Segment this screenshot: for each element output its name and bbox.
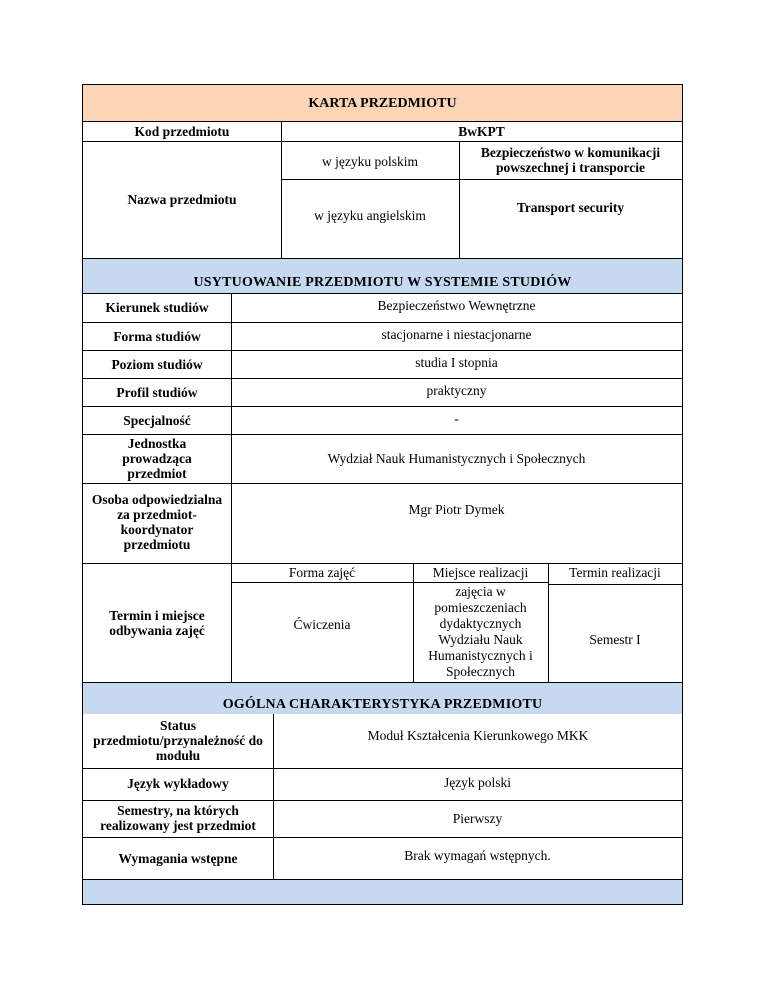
schedule-col-form: Forma zajęć [288, 565, 356, 580]
placement-title: USYTUOWANIE PRZEDMIOTU W SYSTEMIE STUDIÓW [193, 274, 572, 290]
placement-label-coordinator: Osoba odpowiedzialna za przedmiot- koordynator przedmiotu [91, 492, 223, 552]
placement-value-unit: Wydział Nauk Humanistycznych i Społecznych [327, 451, 586, 466]
schedule-form-value: Ćwiczenia [293, 617, 351, 632]
placement-label-unit: Jednostka prowadząca przedmiot [122, 436, 192, 481]
placement-label-level: Poziom studiów [111, 356, 203, 372]
placement-value-form: stacjonarne i niestacjonarne [381, 326, 532, 342]
placement-value-level: studia I stopnia [415, 354, 498, 370]
card-title: KARTA PRZEDMIOTU [308, 95, 457, 111]
placement-value-field: Bezpieczeństwo Wewnętrzne [377, 298, 536, 313]
general-value-status: Moduł Kształcenia Kierunkowego MKK [367, 727, 589, 743]
schedule-col-term: Termin realizacji [569, 565, 661, 580]
schedule-term-value: Semestr I [589, 631, 641, 647]
placement-value-coordinator: Mgr Piotr Dymek [408, 501, 505, 517]
name-label: Nazwa przedmiotu [127, 192, 237, 207]
general-value-semesters: Pierwszy [452, 810, 503, 826]
placement-label-profile: Profil studiów [116, 384, 198, 400]
general-title: OGÓLNA CHARAKTERYSTYKA PRZEDMIOTU [222, 696, 543, 712]
name-pl-value: Bezpieczeństwo w komunikacji powszechnej i transporcie [480, 145, 661, 175]
schedule-place-value: zajęcia w pomieszczeniach dydaktycznych Wydziału Nauk Humanistycznych i Społecznych [428, 584, 533, 679]
placement-label-field: Kierunek studiów [105, 300, 209, 315]
schedule-label: Termin i miejsce odbywania zajęć [109, 607, 205, 638]
general-label-requirements: Wymagania wstępne [118, 850, 238, 866]
placement-value-specialty: - [454, 410, 459, 426]
code-value: BwKPT [458, 123, 505, 139]
schedule-col-place: Miejsce realizacji [432, 565, 529, 580]
placement-label-specialty: Specjalność [123, 412, 191, 428]
name-en-label: w języku angielskim [314, 207, 426, 223]
general-value-language: Język polski [443, 774, 512, 790]
general-value-requirements: Brak wymagań wstępnych. [404, 847, 551, 863]
placement-value-profile: praktyczny [426, 382, 487, 398]
name-en-value: Transport security [516, 199, 625, 215]
placement-label-form: Forma studiów [113, 328, 201, 344]
name-pl-label: w języku polskim [322, 153, 418, 169]
general-label-status: Status przedmiotu/przynależność do modułu [93, 717, 263, 763]
footer-band [83, 880, 682, 904]
general-label-semesters: Semestry, na których realizowany jest przedmiot [100, 803, 256, 833]
course-card-table [82, 84, 683, 905]
code-label: Kod przedmiotu [134, 123, 230, 139]
general-label-language: Język wykładowy [127, 775, 229, 791]
